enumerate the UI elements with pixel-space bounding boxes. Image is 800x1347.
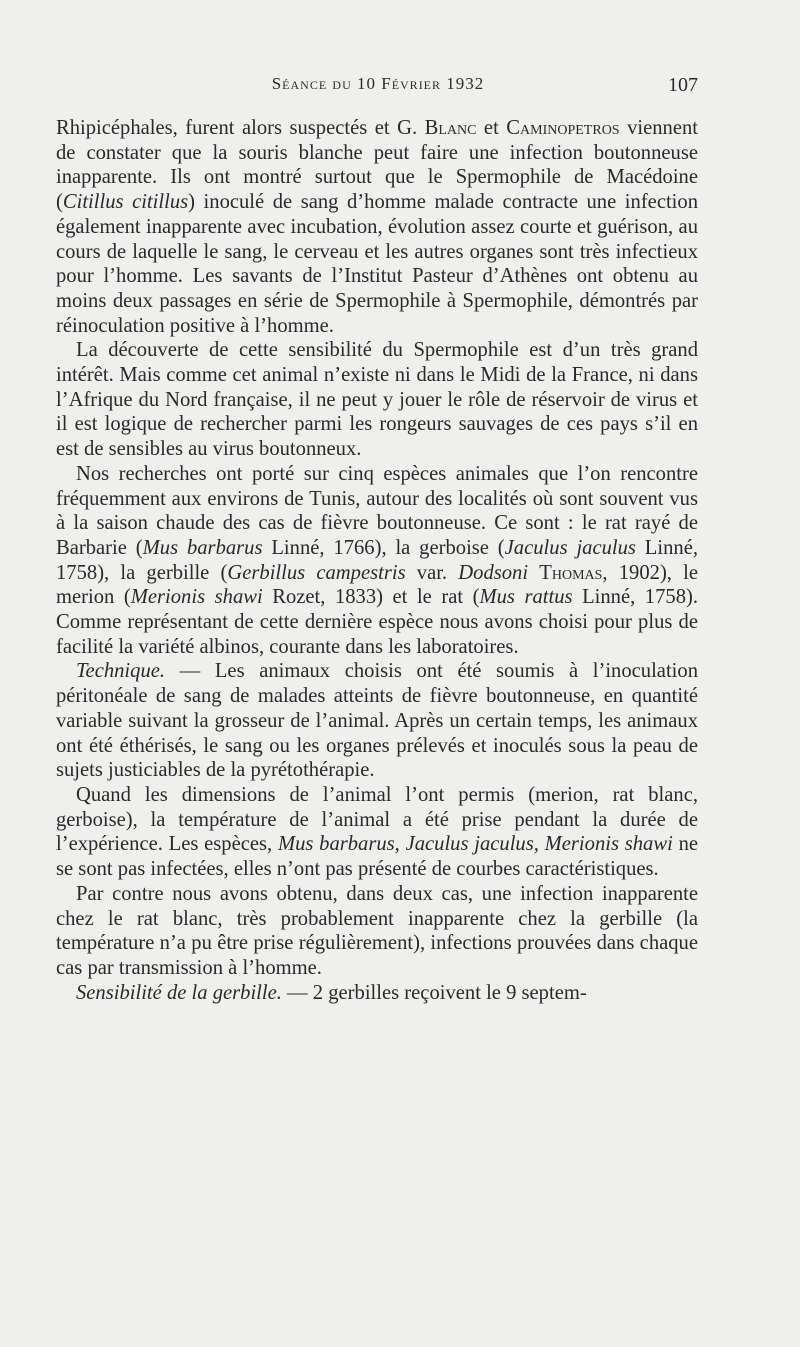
italic-text: Mus barbarus, Jaculus jaculus, Merionis shawi [277,833,673,856]
paragraph [56,462,698,660]
author-name: Thomas [539,561,603,584]
paragraph [56,882,698,981]
text-run: La découverte de cette sensibilité du Spermophile est d’un très grand intérêt. Mais comme cet animal n’existe ni dans le Midi de la France, ni dans l’Afrique du Nord française, il ne peut y jouer le rôle de réservoir de virus et il est logique de rechercher parmi les rongeurs sauvages de ces pays s’il en est de sensibles au virus boutonneux. [56,339,698,461]
italic-text: Citillus citillus [62,191,189,214]
text-run: Linné, 1758), la gerbille ( [56,536,698,584]
page-header [58,74,698,104]
italic-text: Technique. [76,660,166,683]
italic-text: Merionis shawi [130,586,263,609]
text-run: Linné, 1758). Comme représentant de cette dernière espèce nous avons choisi pour plus de facilité la variété albinos, courante dans les laboratoires. [56,586,698,658]
text-run: , 1902), le merion ( [56,561,698,609]
italic-text: Sensibilité de la gerbille. [76,981,282,1004]
italic-text: Dodsoni [458,561,529,584]
paragraph [56,981,698,1006]
page-number: 107 [668,74,698,96]
text-run: Linné, 1766), la gerboise ( [262,536,505,559]
paragraph [56,659,698,783]
text-run: — 2 gerbilles reçoivent le 9 septem- [281,981,587,1004]
author-name: Blanc [424,117,477,139]
paragraph [56,116,698,338]
italic-text: Jaculus jaculus [504,536,636,559]
text-run [528,562,539,584]
paragraph [56,338,698,462]
italic-text: Mus rattus [479,586,573,609]
body-text [56,116,698,1005]
paragraph [56,783,698,882]
text-run: ) inoculé de sang d’homme malade contracte une infection également inapparente avec incubation, évolution assez courte et guérison, au cours de laquelle le sang, le cerveau et les autres organes sont très infectieux pour l’homme. Les savants de l’Institut Pasteur d’Athènes ont obtenu au moins deux passages en série de Spermophile à Spermophile, démontrés par réinoculation positive à l’homme. [56,191,698,337]
italic-text: Mus barbarus [142,536,263,559]
text-run: viennent de constater que la souris blanche peut faire une infection boutonneuse inapparente. Ils ont montré surtout que le Spermophile de Macédoine ( [56,117,699,214]
text-run: ne se sont pas infectées, elles n’ont pas présenté de courbes caractéristiques. [56,833,699,881]
text-run: var. [405,561,459,584]
text-run: Nos recherches ont porté sur cinq espèces animales que l’on rencontre fréquemment aux environs de Tunis, autour des localités où sont souvent vus à la saison chaude des cas de fièvre boutonneuse. Ce sont : le rat rayé de Barbarie ( [56,462,698,559]
text-run: — Les animaux choisis ont été soumis à l’inoculation péritonéale de sang de malades atteints de fièvre boutonneuse, en quantité variable suivant la grosseur de l’animal. Après un certain temps, les animaux ont été éthérisés, le sang ou les organes prélevés et inoculés sous la peau de sujets justiciables de la pyrétothérapie. [56,660,698,782]
italic-text: Gerbillus campestris [227,561,406,584]
text-run: Par contre nous avons obtenu, dans deux cas, une infection inapparente chez le rat blanc, très probablement inapparente chez la gerbille (la température n’a pu être prise régulièrement), infections prouvées dans chaque cas par transmission à l’homme. [56,882,698,979]
author-name: Caminopetros [506,117,620,139]
text-run: Quand les dimensions de l’animal l’ont permis (merion, rat blanc, gerboise), la température de l’animal a été prise pendant la durée de l’expérience. Les espèces, [56,783,698,856]
text-run: Rhipicéphales, furent alors suspectés et G. [56,117,425,139]
running-head: Séance du 10 Février 1932 [271,74,485,93]
text-run: Rozet, 1833) et le rat ( [262,586,480,609]
text-run: et [476,117,507,139]
